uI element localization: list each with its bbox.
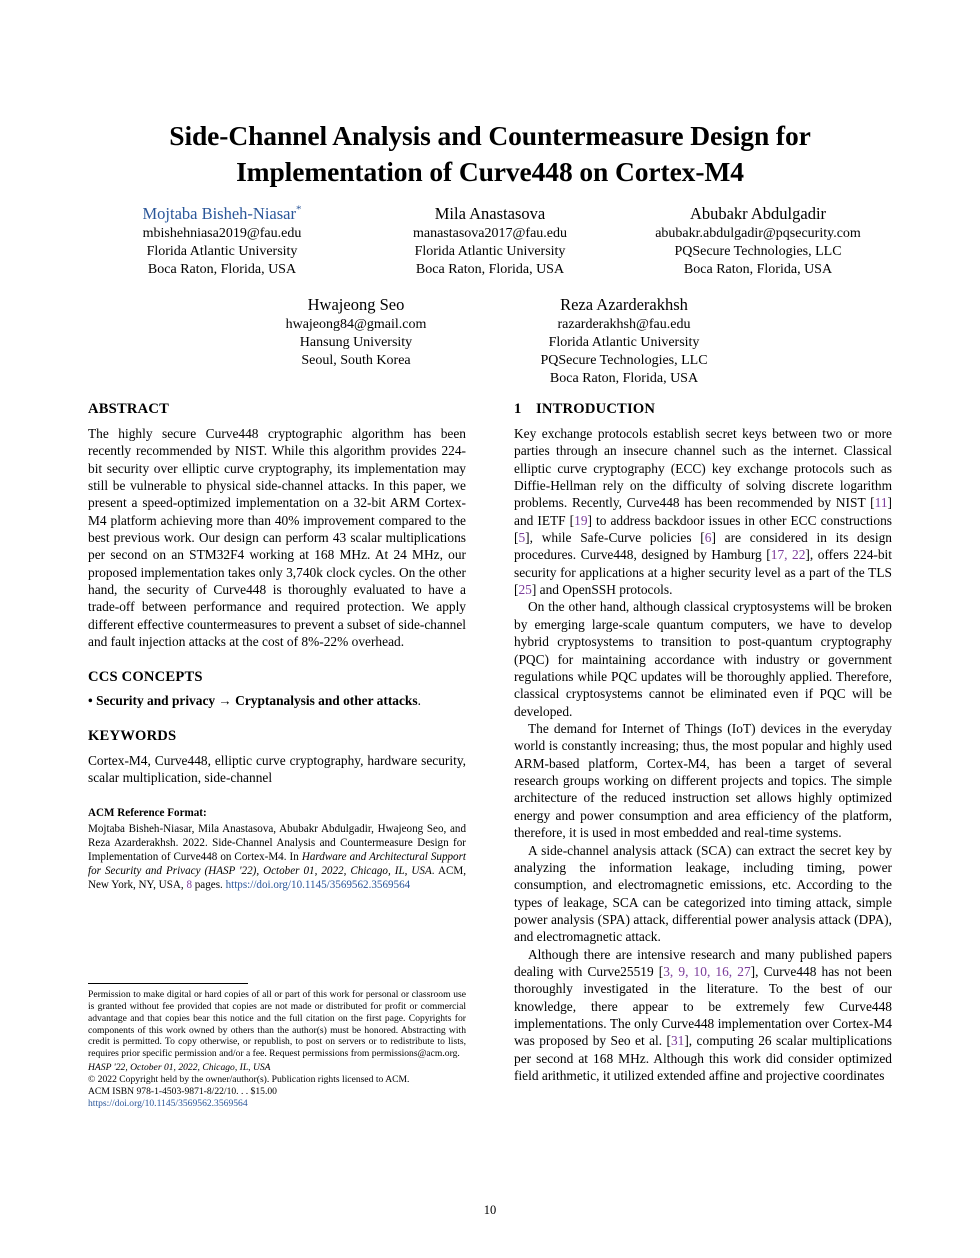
keywords-text: Cortex-M4, Curve448, elliptic curve cryptography, hardware security, scalar multiplication, side-channel (88, 752, 466, 786)
title-block (88, 118, 892, 190)
intro-paragraph-1 (514, 425, 892, 599)
author-email: mbishehniasa2019@fau.edu (142, 226, 302, 242)
acm-reference-part-3: pages. (191, 879, 226, 892)
author-name[interactable]: Mojtaba Bisheh-Niasar* (142, 203, 302, 223)
copyright-doi-link[interactable]: https://doi.org/10.1145/3569562.3569564 (88, 1097, 248, 1109)
author-affiliation: Hansung University (299, 335, 413, 351)
intro-p1-f: ], offers 224-bit security for applications at a higher security level as a part of the TLS [ (514, 547, 892, 598)
author-location: Boca Raton, Florida, USA (415, 261, 565, 277)
author-email: razarderakhsh@fau.edu (557, 317, 691, 333)
acm-reference-venue: Hardware and Architectural Support for Security and Privacy (HASP '22), October 01, 2022, Chicago, IL, USA (88, 850, 466, 878)
intro-p1-d: ], while Safe-Curve policies [ (525, 530, 705, 546)
citation-17-22[interactable]: 17, 22 (770, 547, 806, 563)
page-title: Side-Channel Analysis and Countermeasure Design for Implementation of Curve448 on Cortex-M4 (169, 120, 811, 187)
author-name: Mila Anastasova (434, 204, 546, 223)
authors-row-first (88, 203, 892, 279)
copyright-permission: Permission to make digital or hard copies of all or part of this work for personal or classroom use is granted without fee provided that copies are not made or distributed for profit or commercial advantage and that copies bear this notice and the full citation on the first page. Copyrights for components of this work owned by others than the author(s) must be honored. Abstracting with credit is permitted. To copy otherwise, or republish, to post on servers or to redistribute to lists, requires prior specific permission and/or a fee. Request permissions from permissions@acm.org. (88, 989, 466, 1060)
author-block-4 (222, 294, 490, 388)
author-affiliation-secondary: PQSecure Technologies, LLC (540, 352, 708, 368)
citation-11[interactable]: 11 (874, 495, 888, 511)
intro-p1-c: ] to address backdoor issues in other ECC constructions [ (514, 512, 892, 546)
copyright-block (88, 983, 466, 1109)
citation-3-9-10-16-27[interactable]: 3, 9, 10, 16, 27 (663, 964, 751, 980)
footnote-rule (88, 983, 248, 984)
ccs-bullet: • (88, 693, 93, 709)
acm-reference-part-1: Mojtaba Bisheh-Niasar, Mila Anastasova, Abubakr Abdulgadir, Hwajeong Seo, and Reza Azarderakhsh. 2022. Side-Channel Analysis and Countermeasure Design for Implementation of Curve448 on Cortex-M4. In (88, 822, 466, 863)
citation-6[interactable]: 6 (704, 530, 712, 546)
ccs-heading: CCS CONCEPTS (88, 668, 203, 685)
author-location: Seoul, South Korea (301, 352, 411, 368)
intro-p1-a: Key exchange protocols establish secret keys between two or more parties through an insecure channel such as the internet. Classical elliptic curve cryptography (ECC) key exchange protocols such as Diffie-Hellman rely on the difficulty of solving discrete logarithm problems. Recently, Curve448 has been recommended by NIST [ (514, 425, 892, 511)
author-affiliation: Florida Atlantic University (414, 244, 566, 260)
abstract-section (88, 400, 466, 651)
author-footnote-marker: * (296, 203, 302, 216)
layout-spacer (88, 294, 222, 388)
ccs-concepts-section (88, 668, 466, 710)
acm-reference-heading: ACM Reference Format: (88, 807, 207, 820)
acm-reference-doi-link[interactable]: https://doi.org/10.1145/3569562.3569564 (225, 879, 411, 892)
section-title: INTRODUCTION (536, 401, 656, 417)
author-email: manastasova2017@fau.edu (412, 226, 567, 242)
author-name: Hwajeong Seo (307, 295, 405, 314)
intro-p5-b: ], Curve448 has not been thoroughly investigated in the literature. To the best of our knowledge, there appear to be extremely few Curve448 implementations. The only Curve448 implementation over Cortex-M4 was proposed by Seo et al. [ (514, 964, 892, 1049)
intro-p1-b: ] and IETF [ (514, 495, 892, 528)
intro-p5-a: Although there are intensive research and many published papers dealing with Curve25519 [ (514, 946, 892, 980)
copyright-rights: © 2022 Copyright held by the owner/author(s). Publication rights licensed to ACM. (88, 1073, 410, 1085)
intro-paragraph-3: The demand for Internet of Things (IoT) devices in the everyday world is constantly increasing; thus, the most popular and highly used ARM-based platform, Cortex-M4, has been a target of several research groups working on different projects and topics. The simple architecture of the reduced instruction set allows highly optimized energy and power consumption and area efficiency of the platform, therefore, it is used in most embedded and real-time systems. (514, 721, 892, 841)
acm-reference-part-2: . ACM, New York, NY, USA, (88, 865, 466, 892)
abstract-text: The highly secure Curve448 cryptographic algorithm has been recently recommended by NIST. While this algorithm provides 224-bit security over elliptic curve cryptography, its implementation may still be vulnerable to physical side-channel attacks. In this paper, we present a speed-optimized implementation on a 32-bit ARM Cortex-M4 platform achieving more than 40% improvement compared to the best previous work. Our design can perform 43 scalar multiplications per second on an STM32F4 working at 168 MHz. At 24 MHz, our proposed implementation takes only 3,740k clock cycles. On the other hand, the security of Curve448 is thoroughly evaluated to have a trade-off between performance and required protection. We apply different effective countermeasures to prevent a subset of side-channel and fault injection attacks at the cost of 8%-22% overhead. (88, 425, 467, 650)
section-number: 1 (514, 401, 522, 417)
citation-5[interactable]: 5 (518, 530, 526, 546)
copyright-isbn: ACM ISBN 978-1-4503-9871-8/22/10. . . $15.00 (88, 1085, 277, 1097)
author-name: Reza Azarderakhsh (560, 295, 688, 314)
author-block-2 (356, 203, 624, 279)
author-affiliation: Florida Atlantic University (146, 244, 298, 260)
author-affiliation: Florida Atlantic University (548, 335, 700, 351)
acm-reference-pagecount[interactable]: 8 (186, 879, 192, 892)
authors-row-second (88, 294, 892, 388)
intro-paragraph-4: A side-channel analysis attack (SCA) can extract the secret key by analyzing the information leakage, including timing, power consumption, and electromagnetic emissions, etc. According to the types of leakage, SCA can be categorized into timing attack, simple power analysis (SPA) attack, differential power analysis attack (DPA), and electromagnetic attack. (514, 842, 892, 945)
keywords-heading: KEYWORDS (88, 727, 177, 744)
author-location: Boca Raton, Florida, USA (147, 261, 297, 277)
abstract-heading: ABSTRACT (88, 401, 170, 417)
ccs-concept-line (88, 692, 466, 709)
left-column (88, 400, 466, 893)
ccs-period: . (417, 693, 421, 709)
acm-reference-format (88, 806, 466, 892)
author-block-1 (88, 203, 356, 279)
page-number: 10 (483, 1203, 497, 1217)
intro-p1-g: ] and OpenSSH protocols. (531, 582, 673, 598)
copyright-venue: HASP '22, October 01, 2022, Chicago, IL, USA (88, 1062, 271, 1074)
author-block-5 (490, 294, 758, 388)
intro-paragraph-2: On the other hand, although classical cryptosystems will be broken by emerging large-scale quantum computers, we have to develop hybrid cryptosystems to transition to post-quantum cryptography (PQC) for maintaining accordance with industry or government regulations while PQC updates will be thoroughly applied. Therefore, classical cryptosystems cannot be eliminated even if PQC will be developed. (514, 599, 892, 719)
citation-31[interactable]: 31 (670, 1033, 685, 1049)
author-email: hwajeong84@gmail.com (285, 317, 427, 333)
author-email: abubakr.abdulgadir@pqsecurity.com (655, 226, 861, 242)
author-block-3 (624, 203, 892, 279)
introduction-heading (514, 400, 892, 419)
keywords-section (88, 727, 466, 787)
intro-paragraph-5 (514, 946, 892, 1085)
author-affiliation: PQSecure Technologies, LLC (674, 244, 842, 260)
citation-19[interactable]: 19 (574, 512, 588, 528)
intro-p5-c: ], computing 26 scalar multiplications per second at 168 MHz. Although this work did consider optimized field arithmetic, it utilized extended affine and projective coordinates (514, 1033, 892, 1084)
author-location: Boca Raton, Florida, USA (549, 370, 699, 386)
author-location: Boca Raton, Florida, USA (683, 261, 833, 277)
citation-25[interactable]: 25 (518, 582, 532, 598)
author-name: Abubakr Abdulgadir (689, 204, 827, 223)
right-column (514, 400, 892, 1085)
ccs-concept-text: Security and privacy → Cryptanalysis and other attacks (96, 693, 418, 709)
intro-p1-e: ] are considered in its design procedures. Curve448, designed by Hamburg [ (514, 530, 892, 563)
